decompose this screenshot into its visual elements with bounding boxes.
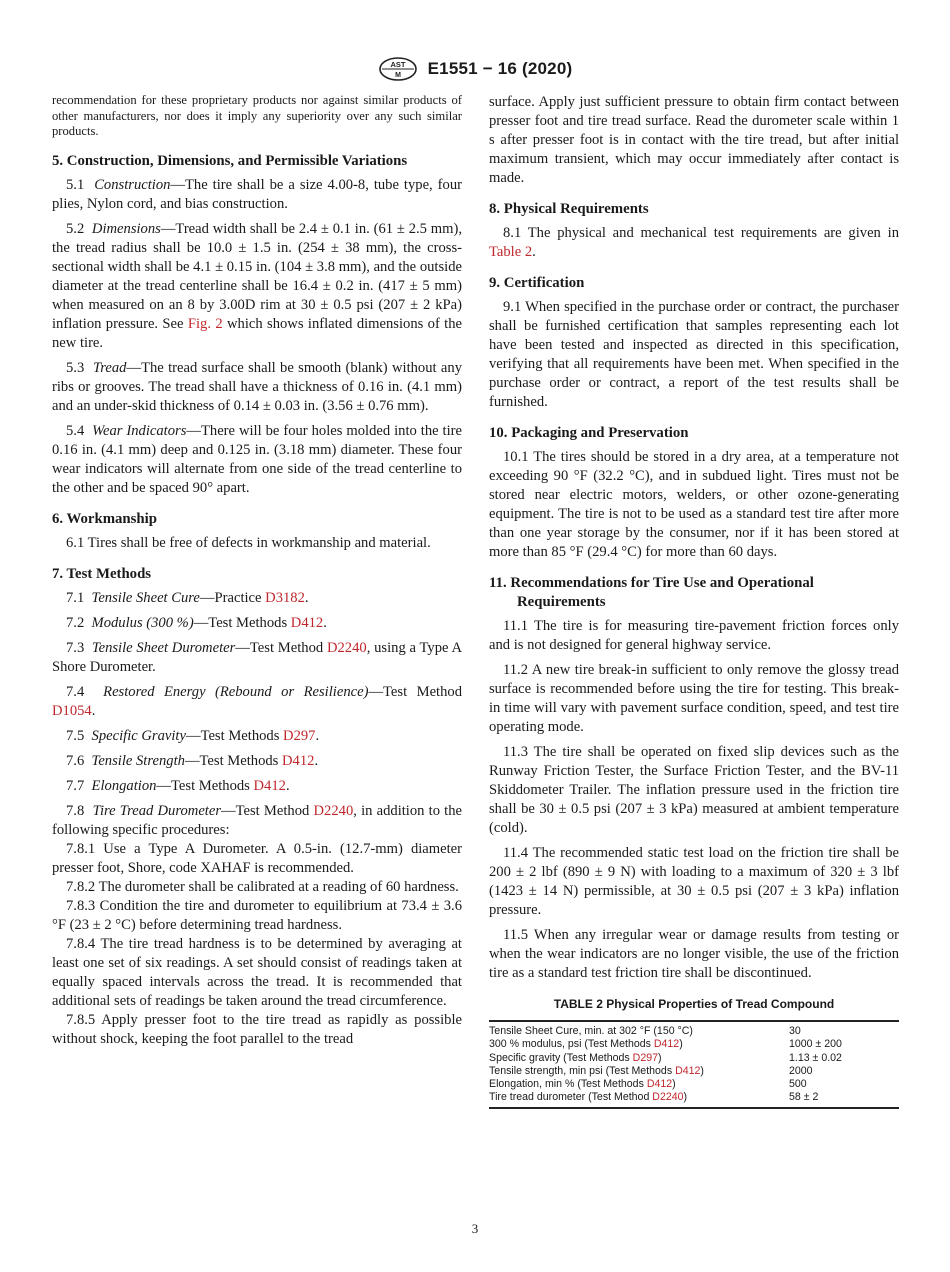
d412-link[interactable]: D412 [253, 777, 286, 794]
para-7-8-1: 7.8.1 Use a Type A Durometer. A 0.5-in. (12.7-mm) diameter presser foot, Shore, code XAHAF is recommended. [52, 840, 462, 876]
page-header [0, 56, 950, 82]
para-10-1: 10.1 The tires should be stored in a dry area, at a temperature not exceeding 90 °F (32.2 °C), and in subdued light. Tires must not be stored near electric motors, welders, or other ozone-generating equipment. The tire is not to be used as a standard test tire after more than one year storage by the consumer, nor if it has been stored at more than 85 °F (29.4 °C) for more than 60 days. [489, 449, 899, 560]
table-2-link[interactable]: Table 2 [489, 244, 533, 260]
table-2 [489, 1020, 899, 1109]
table-cell-value: 30 [789, 1025, 801, 1037]
section-7-heading: 7. Test Methods [52, 565, 152, 582]
para-11-3: 11.3 The tire shall be operated on fixed slip devices such as the Runway Friction Tester, the Surface Friction Tester, and the BV-11 Skiddometer Trailer. The inflation pressure used in the friction tire shall be 30 ± 0.5 psi (207 ± 3 kPa) measured at ambient temperature (cold). [489, 744, 899, 836]
para-7-3: 7.3 Tensile Sheet Durometer—Test Method D2240, using a Type A Shore Durometer. [52, 639, 463, 675]
d412-link[interactable]: D412 [646, 1078, 673, 1091]
section-9-heading: 9. Certification [489, 275, 585, 291]
d412-link[interactable]: D412 [290, 614, 324, 631]
para-8-1: 8.1 The physical and mechanical test requirements are given in Table 2. [489, 225, 899, 260]
table-row [489, 1078, 899, 1091]
para-5-4: 5.4 Wear Indicators—There will be four holes molded into the tire 0.16 in. (4.1 mm) deep and 0.125 in. (3.18 mm) diameter. These four wear indicators will alternate from one side of the tread centerline to the other and be spaced 90° apart. [52, 422, 463, 496]
svg-text:AST: AST [390, 60, 406, 69]
para-5-2: 5.2 Dimensions—Tread width shall be 2.4 ± 0.1 in. (61 ± 2.5 mm), the tread radius shall be 10.0 ± 1.5 in. (254 ± 38 mm), the cross-sectional width shall be 4.1 ± 0.15 in. (104 ± 3.8 mm), and the outside diameter at the tread centerline shall be 16.4 ± 0.2 in. (417 ± 5 mm) when measured on an 8 by 3.00D rim at 30 ± 0.5 psi (207 ± 2 kPa) inflation pressure. See Fig. 2 which shows inflated dimensions of the new tire. [52, 220, 463, 351]
table-cell-property: 300 % modulus, psi (Test Methods D412) [489, 1038, 683, 1051]
fig-2-link[interactable]: Fig. 2 [187, 315, 223, 332]
para-11-2: 11.2 A new tire break-in sufficient to only remove the glossy tread surface is recommended before using the tire for testing. This break-in time will vary with pavement surface condition, speed, and test tire operating mode. [489, 662, 899, 735]
para-7-8-2: 7.8.2 The durometer shall be calibrated at a reading of 60 hardness. [66, 878, 459, 895]
table-cell-property: Tensile Sheet Cure, min. at 302 °F (150 °C) [489, 1025, 693, 1037]
para-7-8-5: 7.8.5 Apply presser foot to the tire tread as rapidly as possible without shock, keeping the foot parallel to the tread [52, 1011, 462, 1047]
para-7-7: 7.7 Elongation—Test Methods D412. [66, 777, 290, 794]
section-10-heading: 10. Packaging and Preservation [489, 425, 689, 441]
table-row [489, 1052, 899, 1065]
table-row [489, 1065, 899, 1078]
table-row [489, 1038, 899, 1051]
para-7-1: 7.1 Tensile Sheet Cure—Practice D3182. [66, 589, 309, 606]
table-row [489, 1091, 899, 1107]
para-5-1: 5.1 Construction—The tire shall be a size 4.00-8, tube type, four plies, Nylon cord, and bias construction. [52, 176, 462, 212]
table-row [489, 1021, 899, 1038]
d412-link[interactable]: D412 [282, 752, 315, 769]
section-5-heading: 5. Construction, Dimensions, and Permissible Variations [52, 152, 408, 169]
right-column [489, 93, 899, 1109]
d412-link[interactable]: D412 [653, 1038, 680, 1051]
table-cell-property: Tire tread durometer (Test Method D2240) [489, 1091, 688, 1104]
table-cell-property: Specific gravity (Test Methods D297) [489, 1051, 662, 1064]
astm-logo-icon [378, 56, 418, 82]
table-cell-value: 58 ± 2 [789, 1091, 819, 1104]
para-5-3: 5.3 Tread—The tread surface shall be smooth (blank) without any ribs or grooves. The tread shall have a thickness of 0.16 in. (4.1 mm) and an under-skid thickness of 0.14 ± 0.03 in. (3.56 ± 0.76 mm). [52, 359, 462, 414]
section-6-heading: 6. Workmanship [52, 510, 157, 527]
para-11-4: 11.4 The recommended static test load on the friction tire shall be 200 ± 2 lbf (890 ± 9 N) with loading to a maximum of 320 ± 3 lbf (1423 ± 14 N) permissible, at 30 ± 0.5 psi (207 ± 3 kPa) inflation pressure. [489, 845, 899, 918]
document-designation: E1551 − 16 (2020) [427, 59, 573, 78]
section-11-heading: 11. Recommendations for Tire Use and Operational Requirements [489, 575, 814, 610]
table-cell-property: Elongation, min % (Test Methods D412) [489, 1078, 676, 1091]
d2240-link[interactable]: D2240 [326, 639, 367, 656]
table-cell-value: 1.13 ± 0.02 [789, 1051, 842, 1064]
d2240-link[interactable]: D2240 [313, 802, 354, 819]
para-7-8-4: 7.8.4 The tire tread hardness is to be determined by averaging at least one set of six readings. A set should consist of readings taken at equally spaced intervals across the tread. It is recommended that additional sets of readings be taken around the tread circumference. [52, 935, 462, 1009]
table-cell-value: 1000 ± 200 [789, 1038, 842, 1051]
section-8-heading: 8. Physical Requirements [489, 201, 649, 217]
para-11-5: 11.5 When any irregular wear or damage results from testing or when the wear indicators are no longer visible, the use of the friction tire as a standard test friction tire shall be discontinued. [489, 927, 899, 981]
table-2-title: TABLE 2 Physical Properties of Tread Compound [553, 997, 835, 1011]
left-column [52, 93, 462, 1049]
d1054-link[interactable]: D1054 [52, 702, 92, 719]
table-cell-property: Tensile strength, min psi (Test Methods D412) [489, 1064, 704, 1077]
d297-link[interactable]: D297 [283, 727, 316, 744]
d297-link[interactable]: D297 [632, 1051, 658, 1064]
para-7-5: 7.5 Specific Gravity—Test Methods D297. [66, 727, 320, 744]
d2240-link[interactable]: D2240 [652, 1091, 684, 1104]
para-11-1: 11.1 The tire is for measuring tire-pavement friction forces only and is not designed for general highway service. [489, 618, 899, 653]
d3182-link[interactable]: D3182 [265, 589, 305, 606]
d412-link[interactable]: D412 [675, 1064, 701, 1077]
para-7-4: 7.4 Restored Energy (Rebound or Resilience)—Test Method D1054. [52, 683, 462, 719]
para-7-6: 7.6 Tensile Strength—Test Methods D412. [66, 752, 319, 769]
table-cell-value: 500 [789, 1078, 807, 1091]
para-7-2: 7.2 Modulus (300 %)—Test Methods D412. [66, 614, 327, 631]
table-cell-value: 2000 [789, 1064, 813, 1077]
para-7-8-5-continued: surface. Apply just sufficient pressure to obtain firm contact between presser foot and tire tread surface. Read the durometer scale within 1 s after presser foot is in contact with the tire tread, but after initial maximum transient, which may occur immediately after contact is made. [489, 94, 899, 186]
para-7-8-3: 7.8.3 Condition the tire and durometer to equilibrium at 73.4 ± 3.6 °F (23 ± 2 °C) before determining tread hardness. [52, 897, 462, 933]
svg-text:M: M [394, 72, 401, 79]
para-7-8: 7.8 Tire Tread Durometer—Test Method D2240, in addition to the following specific procedures: [52, 802, 463, 838]
page-number: 3 [471, 1221, 479, 1236]
para-6-1: 6.1 Tires shall be free of defects in workmanship and material. [66, 534, 431, 551]
para-9-1: 9.1 When specified in the purchase order or contract, the purchaser shall be furnished certification that samples representing each lot have been tested and inspected as directed in this specification, verifying that all requirements have been met. When specified in the purchase order or contract, a report of the test results shall be furnished. [489, 299, 899, 410]
intro-paragraph: recommendation for these proprietary products nor against similar products of other manufacturers, nor does it imply any superiority over any such similar products. [52, 93, 462, 138]
